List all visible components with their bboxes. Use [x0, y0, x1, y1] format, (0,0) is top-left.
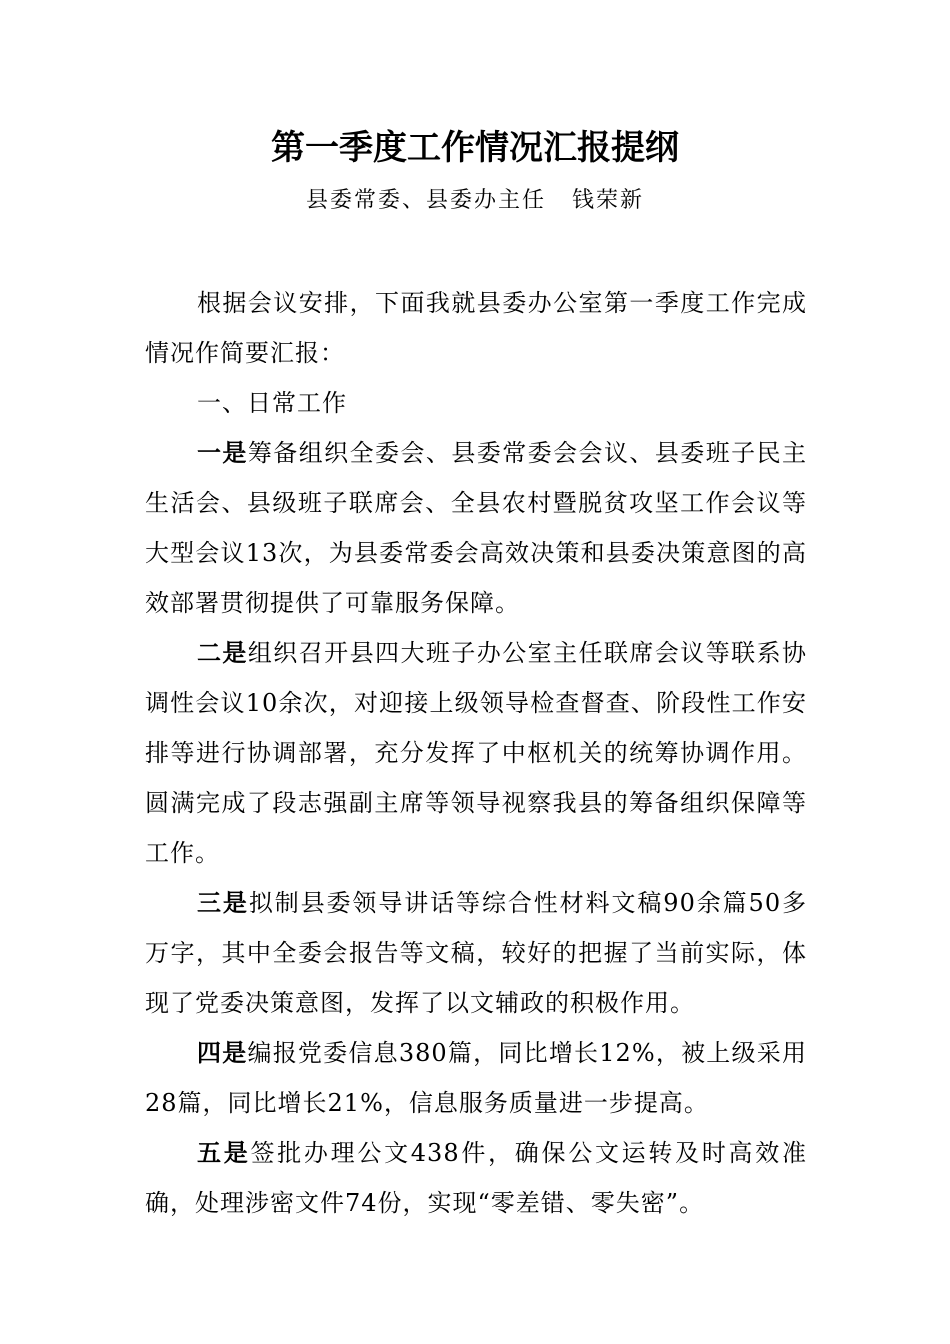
item-lead: 四是	[197, 1039, 248, 1067]
intro-paragraph: 根据会议安排，下面我就县委办公室第一季度工作完成情况作简要汇报：	[145, 289, 807, 367]
author-line	[0, 183, 950, 219]
section-heading: 一、日常工作	[197, 389, 347, 417]
item-lead: 三是	[197, 889, 249, 917]
work-item-2	[145, 628, 807, 878]
item-lead: 一是	[197, 439, 248, 467]
item-text: 签批办理公文438件，确保公文运转及时高效准确，处理涉密文件74份，实现“零差错、零失密”。	[145, 1139, 808, 1217]
item-text: 拟制县委领导讲话等综合性材料文稿90余篇50多万字，其中全委会报告等文稿，较好的把握了当前实际，体现了党委决策意图，发挥了以文辅政的积极作用。	[145, 889, 807, 1017]
document-title: 第一季度工作情况汇报提纲	[271, 128, 679, 168]
work-item-3	[145, 878, 807, 1028]
item-text: 筹备组织全委会、县委常委会会议、县委班子民主生活会、县级班子联席会、全县农村暨脱贫攻坚工作会议等大型会议13次，为县委常委会高效决策和县委决策意图的高效部署贯彻提供了可靠服务保障。	[145, 439, 808, 617]
item-lead: 五是	[197, 1139, 251, 1167]
item-lead: 二是	[197, 639, 248, 667]
work-item-4	[145, 1028, 807, 1128]
author-position: 县委常委、县委办主任	[305, 188, 546, 213]
work-item-5	[145, 1128, 807, 1228]
item-text: 组织召开县四大班子办公室主任联席会议等联系协调性会议10余次，对迎接上级领导检查督查、阶段性工作安排等进行协调部署，充分发挥了中枢机关的统筹协调作用。圆满完成了段志强副主席等领导视察我县的筹备组织保障等工作。	[145, 639, 808, 867]
document-body	[145, 278, 807, 1228]
work-item-1	[145, 428, 807, 628]
item-text: 编报党委信息380篇，同比增长12%，被上级采用28篇，同比增长21%，信息服务质量进一步提高。	[145, 1039, 808, 1117]
author-name: 钱荣新	[572, 188, 645, 213]
